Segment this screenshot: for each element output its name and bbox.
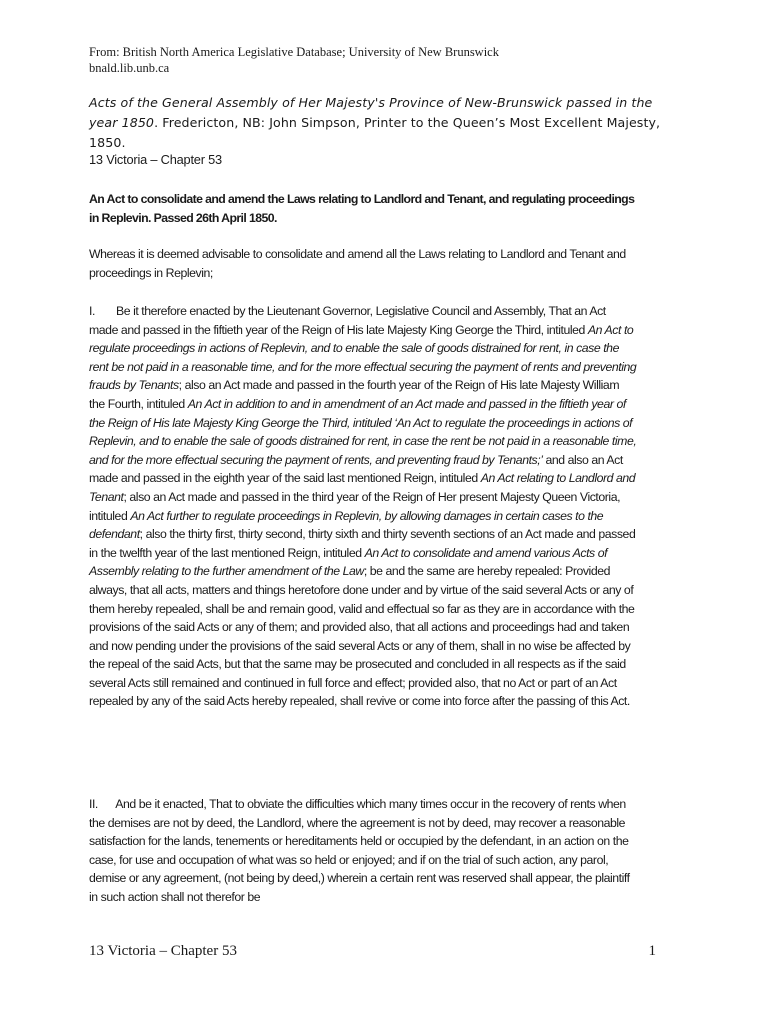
page-number: 1	[648, 943, 656, 959]
act-title: An Act to consolidate and amend the Laws relating to Landlord and Tenant, and regulating proceedings in Replevin. Passed 26th April 1850.	[89, 192, 635, 225]
chapter-heading: 13 Victoria – Chapter 53	[89, 152, 222, 167]
section-1	[89, 302, 637, 711]
section-text: and also an Act made and passed in the eighth year of the said last mentioned Reign, intituled	[89, 452, 623, 486]
citation	[89, 93, 679, 153]
act-citation: An Act to consolidate and amend various Acts of Assembly relating to the further amendment of the Law	[89, 545, 608, 579]
section-text: Be it therefore enacted by the Lieutenant Governor, Legislative Council and Assembly, That an Act made and passed in the fiftieth year of the Reign of His late Majesty King George the Third, intituled	[89, 304, 606, 337]
section-number: I.	[89, 304, 95, 318]
citation-title: Acts of the General Assembly of Her Majesty's Province of New-Brunswick passed in the year 1850	[89, 95, 653, 130]
source-line: From: British North America Legislative Database; University of New Brunswick	[89, 45, 499, 59]
section-2	[89, 795, 637, 907]
section-number: II.	[89, 797, 98, 811]
act-citation: An Act in addition to and in amendment of an Act made and passed in the fiftieth year of the Reign of His late Majesty King George the Third, intituled ‘An Act to regulate the proceedings in actions of Replevin, and to enable the sale of goods distrained for rent, in case the rent be not paid in a reasonable time, and for the more effectual securing the payment of rents, and preventing fraud by Tenants;’	[89, 396, 637, 467]
act-citation: An Act further to regulate proceedings in Replevin, by allowing damages in certain cases to the defendant	[89, 508, 604, 542]
preamble: Whereas it is deemed advisable to consolidate and amend all the Laws relating to Landlord and Tenant and proceedings in Replevin;	[89, 247, 626, 280]
act-citation: An Act to regulate proceedings in actions of Replevin, and to enable the sale of goods distrained for rent, in case the rent be not paid in a reasonable time, and for the more effectual securing the payment of rents and preventing frauds by Tenants	[89, 322, 637, 393]
source-note	[89, 44, 689, 76]
section-text: And be it enacted, That to obviate the difficulties which many times occur in the recovery of rents when the demises are not by deed, the Landlord, where the agreement is not by deed, may recover a reasonable satisfaction for the lands, tenements or hereditaments held or occupied by the defendant, in an action on the case, for use and occupation of what was so held or enjoyed; and if on the trial of such action, any parol, demise or any agreement, (not being by deed,) wherein a certain rent was reserved shall appear, the plaintiff in such action shall not therefor be	[89, 797, 630, 904]
section-text: ; be and the same are hereby repealed: Provided always, that all acts, matters and things heretofore done under and by virtue of the said several Acts or any of them hereby repealed, shall be and remain good, valid and effectual so far as they are in accordance with the provisions of the said Acts or any of them; and provided also, that all actions and proceedings had and taken and now pending under the provisions of the said several Acts or any of them, shall in no wise be affected by the repeal of the said Acts, but that the same may be prosecuted and concluded in all respects as if the said several Acts still remained and continued in full force and effect; provided also, that no Act or part of an Act repealed by any of the said Acts hereby repealed, shall revive or come into force after the passing of this Act.	[89, 564, 635, 709]
citation-publisher: . Fredericton, NB: John Simpson, Printer to the Queen’s Most Excellent Majesty, 1850.	[89, 115, 661, 150]
act-citation: An Act relating to Landlord and Tenant	[89, 471, 636, 504]
section-text: ; also an Act made and passed in the third year of the Reign of Her present Majesty Queen Victoria, intituled	[89, 489, 621, 523]
footer-chapter: 13 Victoria – Chapter 53	[89, 943, 237, 959]
section-text: ; also the thirty first, thirty second, thirty sixth and thirty seventh sections of an Act made and passed in the twelfth year of the last mentioned Reign, intituled	[89, 527, 636, 560]
source-url: bnald.lib.unb.ca	[89, 61, 170, 75]
section-text: ; also an Act made and passed in the fourth year of the Reign of His late Majesty William the Fourth, intituled	[89, 378, 620, 411]
